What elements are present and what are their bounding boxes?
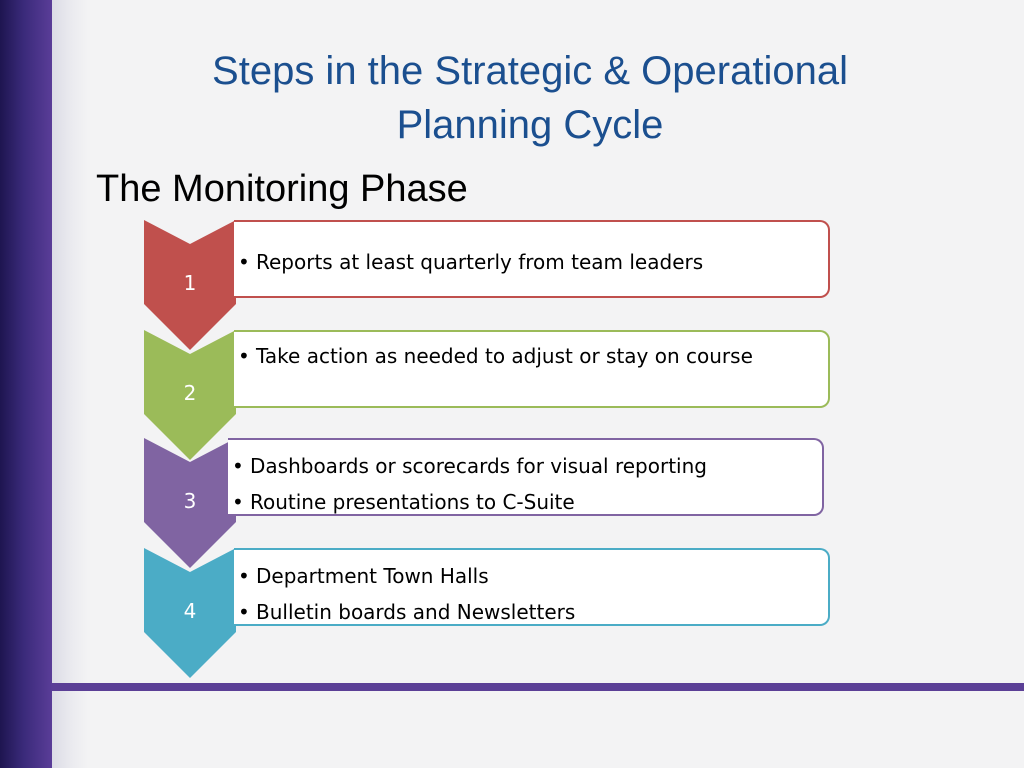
step-3-bullet-1: • Dashboards or scorecards for visual reporting [228, 448, 802, 484]
step-2-number: 2 [183, 381, 197, 405]
slide-subtitle: The Monitoring Phase [96, 168, 468, 210]
step-1-box [234, 220, 830, 298]
step-2-bullet-1: • Take action as needed to adjust or stay on course [234, 340, 808, 372]
left-accent-bar [0, 0, 52, 768]
step-4-bullet-2: • Bulletin boards and Newsletters [234, 594, 808, 630]
step-4-box [234, 548, 830, 626]
step-2-box [234, 330, 830, 408]
bottom-accent-rule [52, 683, 1024, 691]
step-3-bullet-2: • Routine presentations to C-Suite [228, 484, 802, 520]
step-1-bullet-1: • Reports at least quarterly from team leaders [234, 246, 808, 278]
step-1-number: 1 [183, 271, 197, 295]
step-4 [144, 548, 834, 678]
title-line-2: Planning Cycle [396, 103, 664, 147]
step-3-number: 3 [183, 489, 197, 513]
title-line-1: Steps in the Strategic & Operational [212, 49, 848, 93]
left-gradient-strip [52, 0, 88, 768]
step-3-box [228, 438, 824, 516]
step-4-number: 4 [183, 599, 197, 623]
slide-title [100, 44, 960, 152]
step-4-bullet-1: • Department Town Halls [234, 558, 808, 594]
